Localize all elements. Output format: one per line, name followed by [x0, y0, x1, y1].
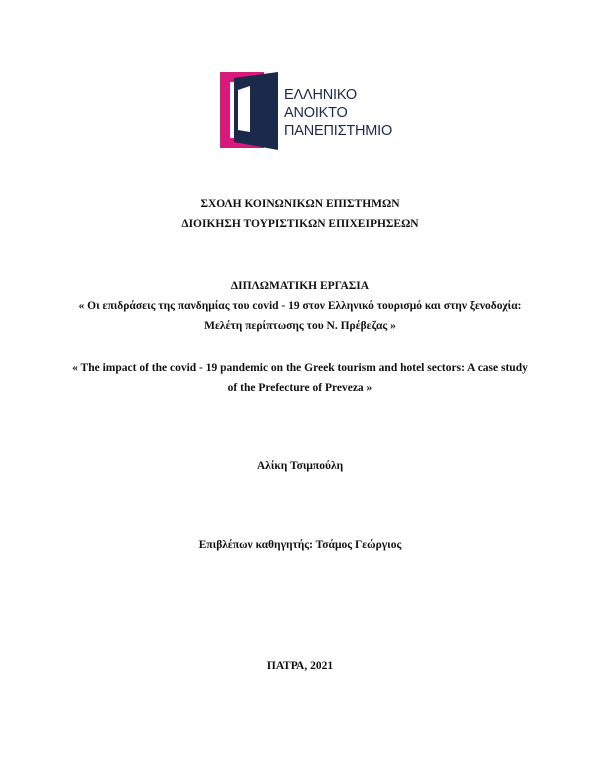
logo-line-3: ΠΑΝΕΠΙΣΤΗΜΙΟ [284, 123, 393, 139]
title-gr-line-2: Μελέτη περίπτωσης του Ν. Πρέβεζας » [204, 320, 396, 332]
title-en-line-1: « The impact of the covid - 19 pandemic on the Greek tourism and hotel sectors: A case study [72, 362, 528, 374]
place-date: ΠΑΤΡΑ, 2021 [266, 660, 334, 672]
hou-logo-mark-icon [220, 70, 278, 150]
logo-line-1: ΕΛΛΗΝΙΚΟ [284, 87, 357, 103]
title-en-line-2: of the Prefecture of Preveza » [227, 382, 373, 394]
thesis-title-english [0, 358, 600, 398]
supervisor-name: Επιβλέπων καθηγητής: Τσάμος Γεώργιος [198, 539, 402, 551]
university-logo [220, 70, 393, 152]
logo-line-2: ΑΝΟΙΚΤΟ [284, 105, 348, 121]
thesis-title-greek [0, 276, 600, 336]
author-name: Αλίκη Τσιμπούλη [256, 460, 344, 472]
school-heading [0, 194, 600, 234]
title-gr-line-1: « Οι επιδράσεις της πανδημίας του covid - 19 στον Ελληνικό τουρισμό και στην ξενοδοχία: [78, 300, 522, 312]
logo-wordmark [284, 86, 392, 140]
program-name: ΔΙΟΙΚΗΣΗ ΤΟΥΡΙΣΤΙΚΩΝ ΕΠΙΧΕΙΡΗΣΕΩΝ [181, 218, 419, 230]
thesis-label: ΔΙΠΛΩΜΑΤΙΚΗ ΕΡΓΑΣΙΑ [230, 280, 370, 292]
school-name: ΣΧΟΛΗ ΚΟΙΝΩΝΙΚΩΝ ΕΠΙΣΤΗΜΩΝ [200, 198, 400, 210]
